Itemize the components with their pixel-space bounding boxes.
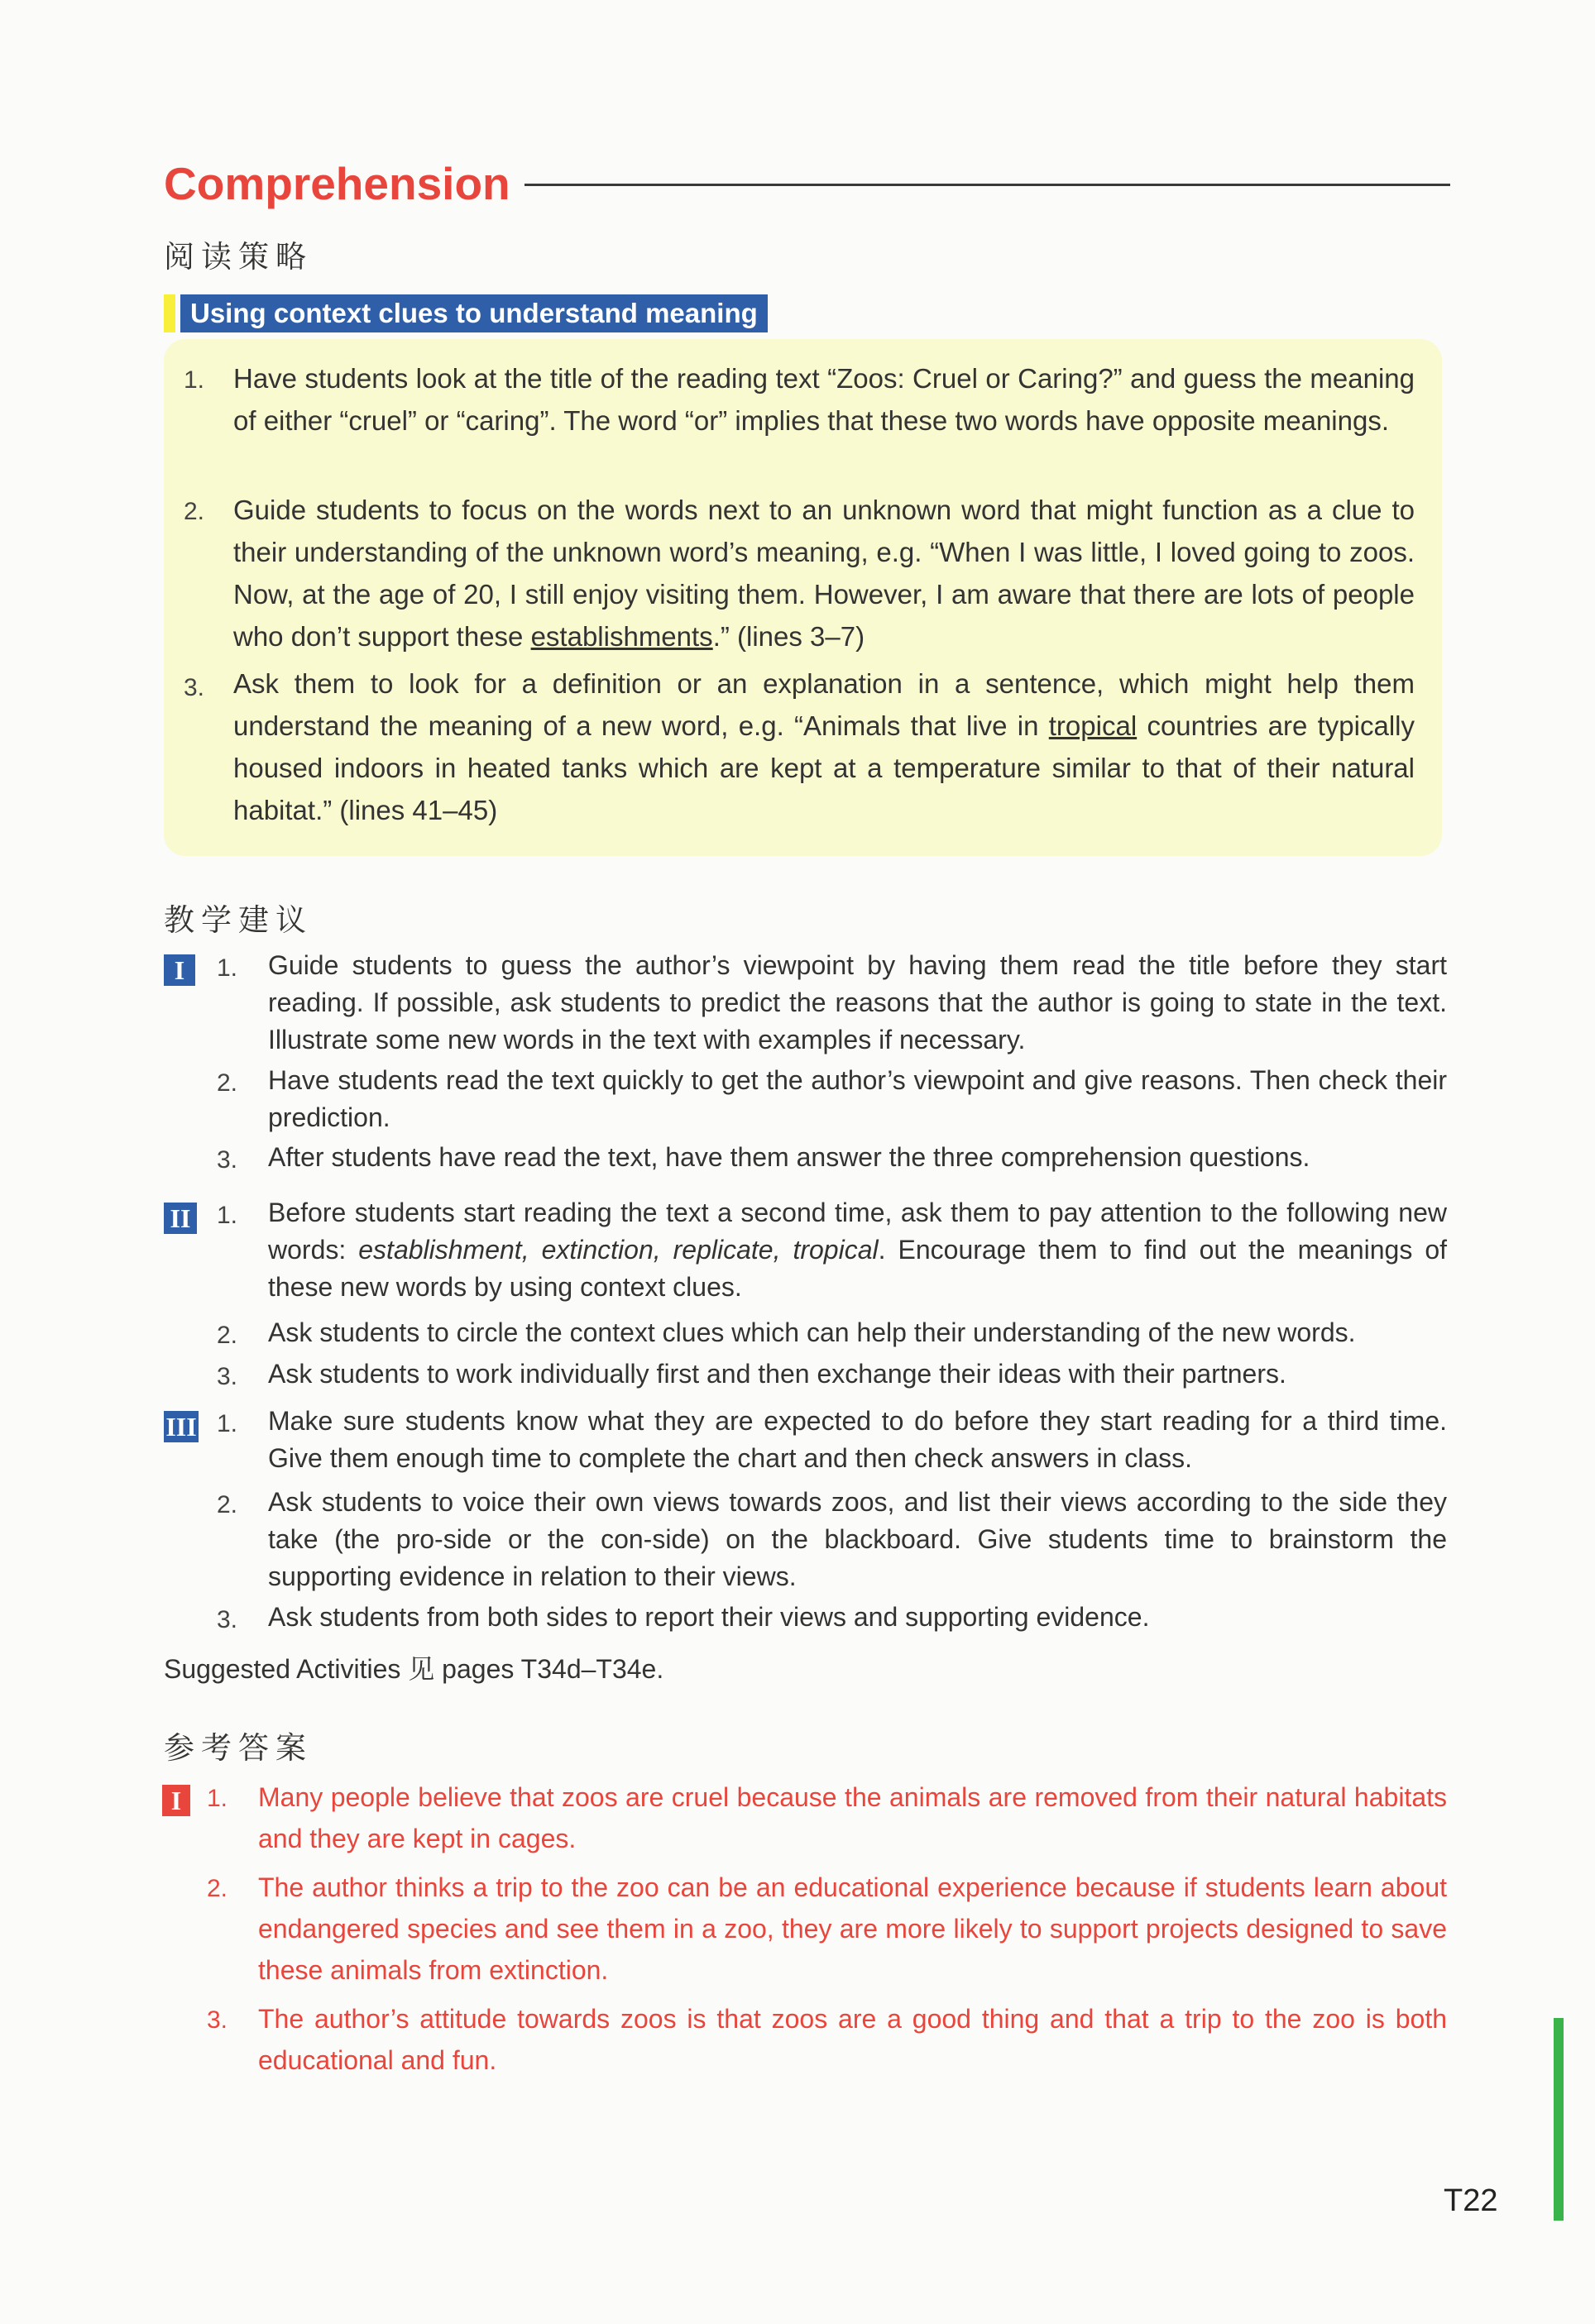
answer-number: 3. — [207, 2006, 228, 2034]
teaching-item: Guide students to guess the author’s viewpoint by having them read the title before they start reading. If possible, ask students to predict the reasons that the author is going to state in the text. Illustrate some new words in the text with examples if necessary. — [268, 950, 1447, 1054]
teaching-item-text: . Encourage them to find out the meanings of these new words by using context clues. — [268, 1235, 1448, 1302]
teaching-item-number: 2. — [217, 1491, 238, 1518]
page-number: T22 — [1444, 2183, 1498, 2218]
teaching-item: Ask students from both sides to report their views and supporting evidence. — [268, 1602, 1150, 1632]
strategy-tag-label: Using context clues to understand meaning — [180, 294, 768, 332]
reading-strategy-heading: 阅读策略 — [164, 239, 313, 275]
teaching-item-number: 1. — [217, 1410, 238, 1437]
teaching-item: Make sure students know what they are expected to do before they start reading for a third time. Give them enough time to complete the chart and then check answers in class. — [268, 1406, 1447, 1473]
title-rule — [524, 184, 1450, 186]
teaching-item-text: Before students start reading the text a second time, ask them to pay attention to the following new words: — [268, 1198, 1447, 1265]
strategy-item-number: 2. — [184, 498, 205, 525]
teaching-item: Ask students to work individually first and then exchange their ideas with their partners. — [268, 1359, 1286, 1389]
answers-marker: I — [162, 1785, 190, 1816]
strategy-item-text: .” (lines 3–7) — [712, 621, 865, 652]
teaching-item-number: 1. — [217, 954, 238, 982]
teaching-item-number: 2. — [217, 1322, 238, 1349]
section-title: Comprehension — [164, 158, 510, 209]
teaching-item-number: 3. — [217, 1363, 238, 1390]
underlined-word: tropical — [1048, 710, 1138, 741]
teaching-heading: 教学建议 — [164, 902, 313, 938]
section-header — [164, 149, 1450, 215]
suggested-activities: Suggested Activities 见 pages T34d–T34e. — [164, 1654, 664, 1684]
strategy-item — [233, 489, 1415, 658]
teaching-item-number: 2. — [217, 1069, 238, 1097]
answer-number: 1. — [207, 1785, 228, 1812]
answers-heading: 参考答案 — [164, 1730, 313, 1766]
teaching-item: Ask students to voice their own views towards zoos, and list their views according to the side they take (the pro-side or the con-side) on the blackboard. Give students time to brainstorm the supporting evidence in relation to their views. — [268, 1487, 1447, 1591]
teaching-item-number: 3. — [217, 1146, 238, 1174]
strategy-item-text: countries are typically housed indoors in heated tanks which are kept at a temperature similar to that of their natural habitat.” (lines 41–45) — [233, 710, 1415, 825]
answer-item: Many people believe that zoos are cruel because the animals are removed from their natural habitats and they are kept in cages. — [258, 1782, 1447, 1853]
group-marker: II — [164, 1203, 197, 1234]
new-word-list: establishment, extinction, replicate, tropical — [358, 1235, 879, 1265]
page-edge-tab — [1554, 2018, 1564, 2221]
strategy-item-number: 1. — [184, 366, 205, 394]
strategy-item — [233, 662, 1415, 831]
teaching-item: Have students read the text quickly to get the author’s viewpoint and give reasons. Then check their prediction. — [268, 1065, 1447, 1132]
group-marker: I — [164, 954, 195, 986]
strategy-item-text: Ask them to look for a definition or an explanation in a sentence, which might help them understand the meaning of a new word, e.g. “Animals that live in — [233, 668, 1415, 741]
teaching-item: After students have read the text, have them answer the three comprehension questions. — [268, 1142, 1310, 1172]
answer-number: 2. — [207, 1875, 228, 1902]
underlined-word: establishments — [530, 621, 713, 652]
strategy-item-text: Guide students to focus on the words next to an unknown word that might function as a clue to their understanding of the unknown word’s meaning, e.g. “When I was little, I loved going to zoos. Now, at the age of 20, I still enjoy visiting them. However, I am aware that there are lots of people who don’t support these — [233, 495, 1415, 652]
answer-item: The author thinks a trip to the zoo can be an educational experience because if students learn about endangered species and see them in a zoo, they are more likely to support projects designed to save these animals from extinction. — [258, 1872, 1447, 1985]
answer-item: The author’s attitude towards zoos is that zoos are a good thing and that a trip to the zoo is both educational and fun. — [258, 2004, 1447, 2075]
teaching-item — [268, 1194, 1447, 1306]
tag-accent-bar — [164, 294, 175, 332]
teaching-item-number: 1. — [217, 1202, 238, 1229]
strategy-item: Have students look at the title of the reading text “Zoos: Cruel or Caring?” and guess the meaning of either “cruel” or “caring”. The word “or” implies that these two words have opposite meanings. — [233, 363, 1415, 436]
group-marker: III — [164, 1411, 199, 1442]
strategy-item-number: 3. — [184, 674, 205, 701]
teaching-item-number: 3. — [217, 1606, 238, 1633]
teaching-item: Ask students to circle the context clues which can help their understanding of the new words. — [268, 1317, 1356, 1347]
